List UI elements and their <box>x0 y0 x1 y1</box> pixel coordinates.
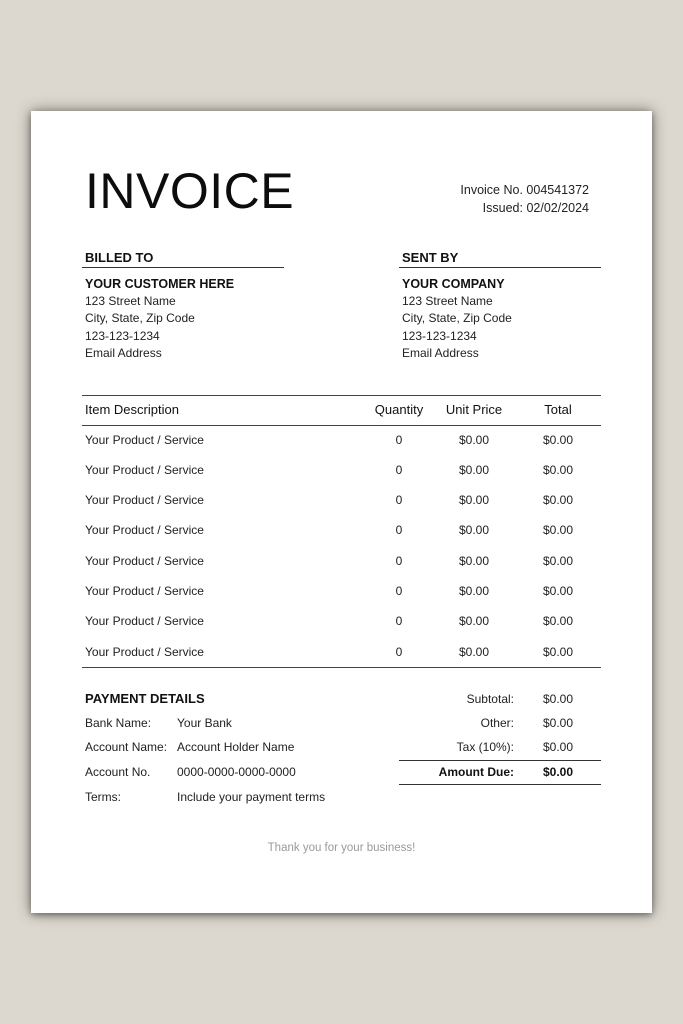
row-quantity: 0 <box>395 463 403 477</box>
invoice-number <box>460 181 589 199</box>
payment-details-heading: PAYMENT DETAILS <box>85 691 205 706</box>
amount-due-value: $0.00 <box>542 765 574 779</box>
row-description: Your Product / Service <box>85 523 204 537</box>
billed-to-phone: 123-123-1234 <box>85 329 160 343</box>
row-quantity: 0 <box>395 554 403 568</box>
sent-by-email: Email Address <box>402 346 479 360</box>
invoice-page <box>31 111 652 913</box>
other-label: Other: <box>480 716 514 730</box>
invoice-number-value: 004541372 <box>526 183 589 197</box>
account-no-value: 0000-0000-0000-0000 <box>177 765 296 779</box>
billed-to-heading: BILLED TO <box>85 250 154 265</box>
row-description: Your Product / Service <box>85 493 204 507</box>
invoice-issued-value: 02/02/2024 <box>526 201 589 215</box>
subtotal-label: Subtotal: <box>466 692 514 706</box>
account-no-label: Account No. <box>85 765 151 779</box>
table-bottom-rule <box>82 667 601 668</box>
row-description: Your Product / Service <box>85 463 204 477</box>
table-header-rule <box>82 425 601 426</box>
table-top-rule <box>82 395 601 396</box>
row-unit-price: $0.00 <box>458 493 490 507</box>
row-description: Your Product / Service <box>85 614 204 628</box>
invoice-number-label: Invoice No. <box>460 183 523 197</box>
amount-due-label: Amount Due: <box>438 765 514 779</box>
row-total: $0.00 <box>542 614 574 628</box>
subtotal-value: $0.00 <box>542 692 574 706</box>
row-quantity: 0 <box>395 523 403 537</box>
row-description: Your Product / Service <box>85 433 204 447</box>
billed-to-divider <box>82 267 284 268</box>
tax-value: $0.00 <box>542 740 574 754</box>
terms-label: Terms: <box>85 790 121 804</box>
row-unit-price: $0.00 <box>458 554 490 568</box>
row-total: $0.00 <box>542 463 574 477</box>
amount-due-top-rule <box>399 760 601 761</box>
sent-by-heading: SENT BY <box>402 250 459 265</box>
row-description: Your Product / Service <box>85 554 204 568</box>
invoice-issued <box>483 199 589 217</box>
invoice-title: INVOICE <box>85 163 295 219</box>
row-description: Your Product / Service <box>85 645 204 659</box>
row-unit-price: $0.00 <box>458 584 490 598</box>
header-total: Total <box>544 402 572 417</box>
row-total: $0.00 <box>542 433 574 447</box>
amount-due-bottom-rule <box>399 784 601 785</box>
bank-name-label: Bank Name: <box>85 716 152 730</box>
row-total: $0.00 <box>542 523 574 537</box>
row-description: Your Product / Service <box>85 584 204 598</box>
row-unit-price: $0.00 <box>458 614 490 628</box>
row-quantity: 0 <box>395 433 403 447</box>
header-item-description: Item Description <box>85 402 179 417</box>
billed-to-email: Email Address <box>85 346 162 360</box>
row-quantity: 0 <box>395 645 403 659</box>
tax-label: Tax (10%): <box>456 740 514 754</box>
account-name-value: Account Holder Name <box>177 740 295 754</box>
row-total: $0.00 <box>542 554 574 568</box>
row-total: $0.00 <box>542 584 574 598</box>
header-unit-price: Unit Price <box>445 402 503 417</box>
row-quantity: 0 <box>395 584 403 598</box>
row-unit-price: $0.00 <box>458 433 490 447</box>
row-quantity: 0 <box>395 493 403 507</box>
account-name-label: Account Name: <box>85 740 168 754</box>
header-quantity: Quantity <box>374 402 424 417</box>
billed-to-street: 123 Street Name <box>85 294 176 308</box>
billed-to-name: YOUR CUSTOMER HERE <box>85 277 235 291</box>
row-unit-price: $0.00 <box>458 645 490 659</box>
sent-by-divider <box>399 267 601 268</box>
row-total: $0.00 <box>542 493 574 507</box>
billed-to-city: City, State, Zip Code <box>85 311 195 325</box>
invoice-issued-label: Issued: <box>482 201 523 215</box>
thank-you-note: Thank you for your business! <box>267 842 416 854</box>
sent-by-phone: 123-123-1234 <box>402 329 477 343</box>
bank-name-value: Your Bank <box>177 716 232 730</box>
other-value: $0.00 <box>542 716 574 730</box>
row-quantity: 0 <box>395 614 403 628</box>
terms-value: Include your payment terms <box>177 790 326 804</box>
row-unit-price: $0.00 <box>458 523 490 537</box>
row-total: $0.00 <box>542 645 574 659</box>
sent-by-name: YOUR COMPANY <box>402 277 505 291</box>
row-unit-price: $0.00 <box>458 463 490 477</box>
sent-by-street: 123 Street Name <box>402 294 493 308</box>
sent-by-city: City, State, Zip Code <box>402 311 512 325</box>
